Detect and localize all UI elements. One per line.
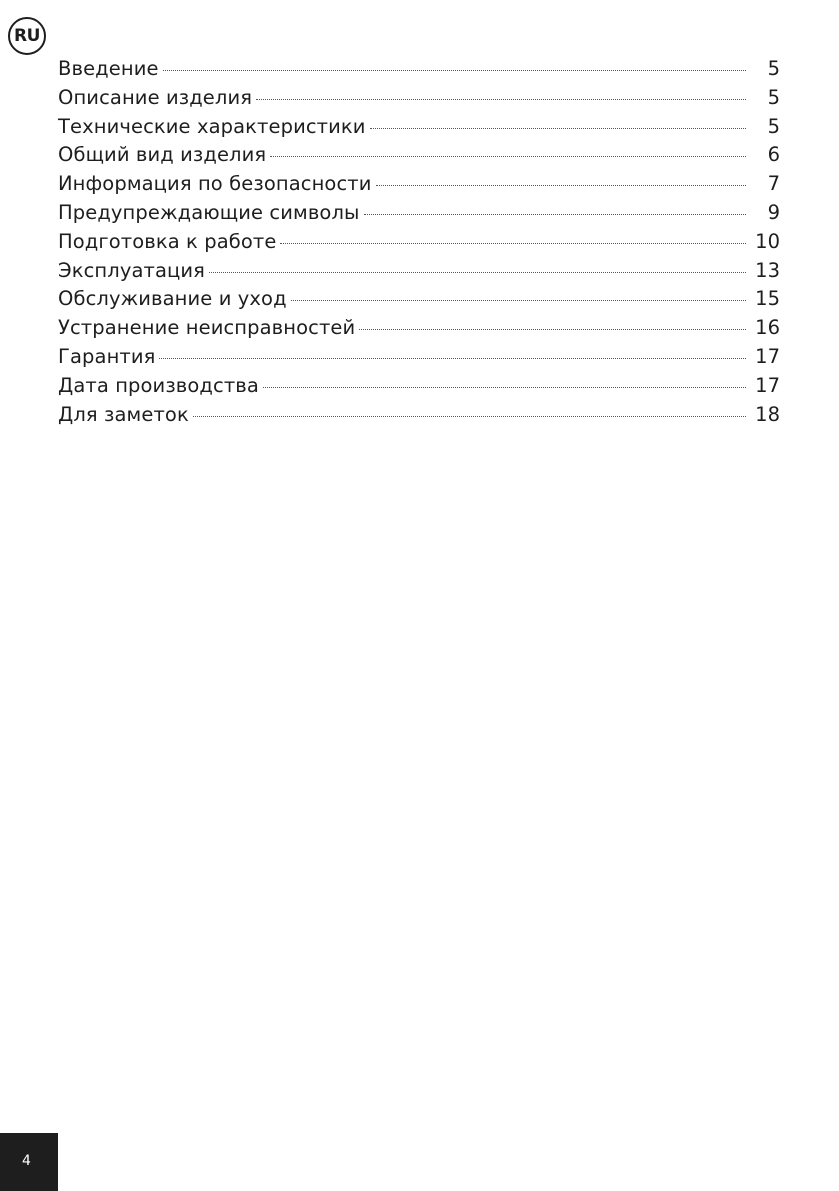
toc-entry-page: 9 bbox=[767, 200, 780, 224]
page-number: 4 bbox=[22, 1153, 31, 1169]
toc-entry-page: 16 bbox=[755, 316, 780, 340]
toc-entry[interactable] bbox=[58, 84, 780, 113]
table-of-contents bbox=[58, 55, 780, 429]
toc-leader-dots bbox=[376, 185, 746, 186]
toc-leader-dots bbox=[209, 272, 746, 273]
toc-entry-page: 6 bbox=[767, 143, 780, 167]
toc-entry-page: 5 bbox=[767, 85, 780, 109]
toc-entry[interactable] bbox=[58, 401, 780, 430]
toc-entry-title: Обслуживание и уход bbox=[58, 287, 287, 311]
toc-leader-dots bbox=[364, 214, 746, 215]
toc-entry-title: Описание изделия bbox=[58, 85, 253, 109]
toc-entry-page: 10 bbox=[755, 229, 780, 253]
toc-leader-dots bbox=[263, 387, 746, 388]
toc-entry[interactable] bbox=[58, 314, 780, 343]
toc-entry-page: 7 bbox=[767, 172, 780, 196]
toc-entry[interactable] bbox=[58, 199, 780, 228]
language-badge: RU bbox=[8, 17, 46, 55]
toc-entry-title: Устранение неисправностей bbox=[58, 316, 356, 340]
toc-entry-title: Эксплуатация bbox=[58, 258, 206, 282]
toc-entry[interactable] bbox=[58, 257, 780, 286]
toc-entry[interactable] bbox=[58, 343, 780, 372]
toc-entry-title: Дата производства bbox=[58, 373, 259, 397]
toc-entry[interactable] bbox=[58, 55, 780, 84]
toc-entry-title: Предупреждающие символы bbox=[58, 200, 360, 224]
toc-leader-dots bbox=[270, 156, 746, 157]
toc-entry-title: Технические характеристики bbox=[58, 114, 366, 138]
toc-entry-title: Для заметок bbox=[58, 402, 189, 426]
toc-leader-dots bbox=[291, 300, 746, 301]
toc-leader-dots bbox=[159, 358, 746, 359]
toc-entry-title: Гарантия bbox=[58, 344, 156, 368]
toc-entry[interactable] bbox=[58, 372, 780, 401]
toc-entry-page: 13 bbox=[755, 258, 780, 282]
toc-entry[interactable] bbox=[58, 285, 780, 314]
toc-entry-page: 18 bbox=[755, 402, 780, 426]
toc-entry-page: 17 bbox=[755, 373, 780, 397]
toc-entry-title: Подготовка к работе bbox=[58, 229, 277, 253]
toc-entry-page: 15 bbox=[755, 287, 780, 311]
toc-entry-title: Введение bbox=[58, 57, 159, 80]
toc-leader-dots bbox=[163, 70, 746, 71]
toc-entry-title: Общий вид изделия bbox=[58, 143, 267, 167]
toc-entry-page: 5 bbox=[767, 57, 780, 80]
toc-entry-title: Информация по безопасности bbox=[58, 172, 372, 196]
toc-entry[interactable] bbox=[58, 170, 780, 199]
toc-entry-page: 5 bbox=[767, 114, 780, 138]
page-number-tab bbox=[0, 1133, 58, 1191]
toc-entry[interactable] bbox=[58, 228, 780, 257]
toc-entry-page: 17 bbox=[755, 344, 780, 368]
toc-leader-dots bbox=[193, 416, 746, 417]
toc-leader-dots bbox=[370, 128, 746, 129]
toc-leader-dots bbox=[359, 329, 746, 330]
toc-entry[interactable] bbox=[58, 113, 780, 142]
toc-entry[interactable] bbox=[58, 141, 780, 170]
toc-leader-dots bbox=[280, 243, 746, 244]
toc-leader-dots bbox=[256, 99, 746, 100]
